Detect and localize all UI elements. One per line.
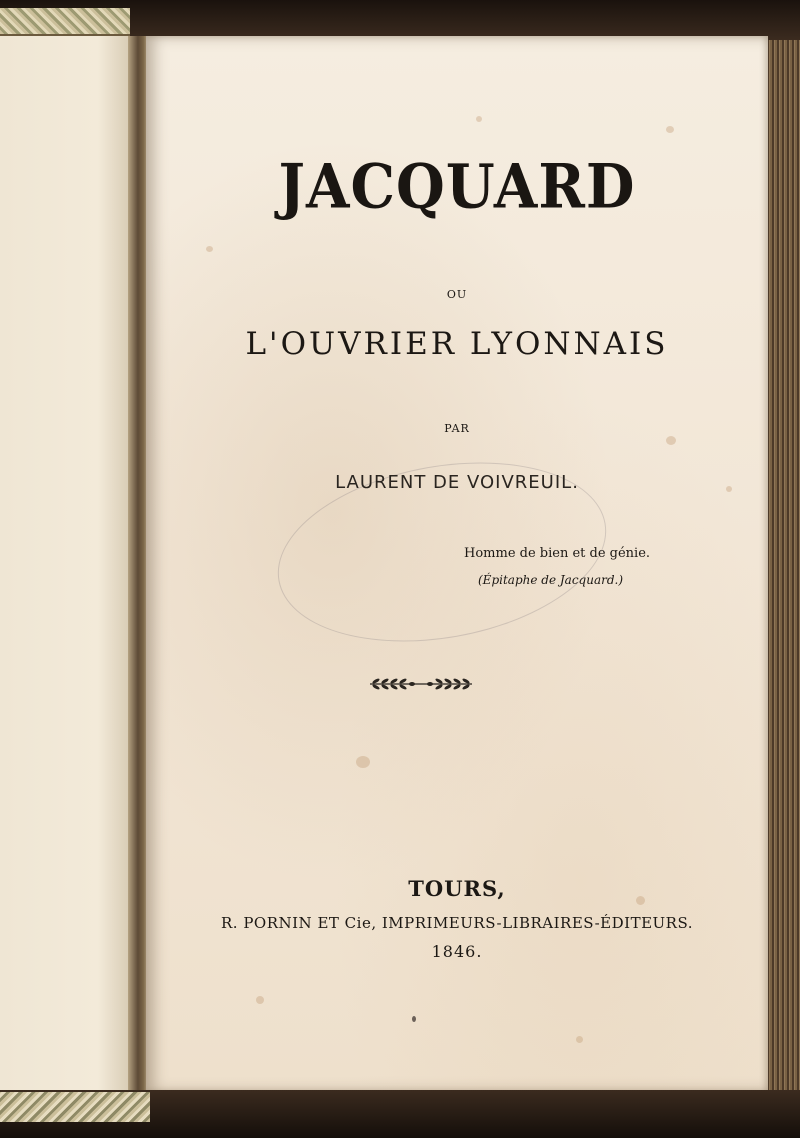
marbled-endpaper-bottom	[0, 1092, 150, 1122]
imprint-place: TOURS,	[408, 876, 506, 901]
by-line: PAR	[444, 422, 470, 435]
foxing-spot	[356, 756, 370, 768]
foxing-spot	[666, 436, 676, 445]
marbled-endpaper-top	[0, 8, 130, 36]
foxing-spot	[476, 116, 482, 122]
title-conjunction: OU	[446, 288, 468, 301]
imprint-year: 1846.	[431, 942, 483, 961]
foxing-spot	[666, 126, 674, 133]
book-subtitle: L'OUVRIER LYONNAIS	[245, 326, 669, 362]
foxing-spot	[256, 996, 264, 1004]
epigraph-text: Homme de bien et de génie.	[464, 546, 651, 561]
printer-mark	[412, 1016, 416, 1022]
foxing-spot	[206, 246, 213, 252]
title-page	[146, 36, 768, 1092]
book-title: JACQUARD	[278, 151, 636, 223]
author-name: LAURENT DE VOIVREUIL.	[335, 472, 579, 493]
flyleaf-page	[0, 36, 140, 1096]
imprint-publisher: R. PORNIN ET Cie, IMPRIMEURS-LIBRAIRES-ÉDITEURS.	[220, 914, 693, 932]
foxing-spot	[576, 1036, 583, 1043]
epigraph-source: (Épitaphe de Jacquard.)	[478, 573, 624, 587]
laurel-ornament-icon	[366, 676, 476, 692]
